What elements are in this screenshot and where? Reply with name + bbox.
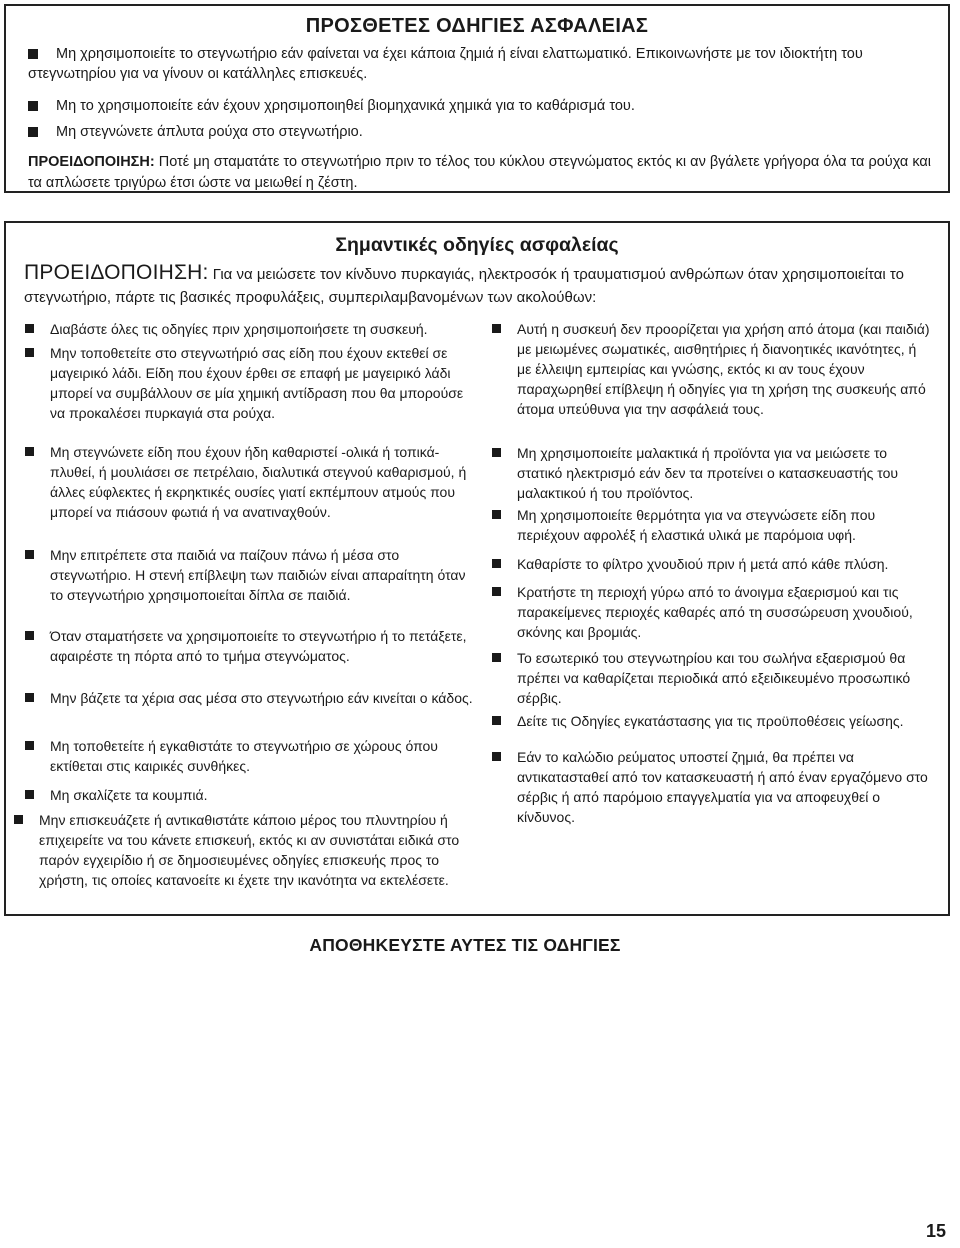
list-item-text: Μην επισκευάζετε ή αντικαθιστάτε κάποιο μέρος του πλυντηρίου ή επιχειρείτε να του κάνετε επισκευή, εκτός κι αν συνιστάται ειδικά στο παρόν εγχειρίδιο ή σε δημοσιευμένες οδηγίες επισκευής προς το χρήστη, τις οποίες κατανοείτε κι έχετε την ικανότητα να εκτελέσετε.: [39, 812, 460, 888]
list-item: [14, 810, 468, 890]
list-item-text: Δείτε τις Οδηγίες εγκατάστασης για τις προϋποθέσεις γείωσης.: [517, 713, 904, 729]
square-bullet-icon: [28, 127, 38, 137]
warning-text: Ποτέ μη σταματάτε το στεγνωτήριο πριν το τέλος του κύκλου στεγνώματος εκτός κι αν βγάλετε γρήγορα όλα τα ρούχα και τα απλώσετε τριγύρω έτσι ώστε να μειωθεί η ζέστη.: [28, 154, 932, 191]
square-bullet-icon: [492, 752, 501, 761]
list-item: [25, 688, 479, 708]
list-item-text: Όταν σταματήσετε να χρησιμοποιείτε το στεγνωτήριο ή το πετάξετε, αφαιρέστε τη πόρτα από το τμήμα στεγνώματος.: [50, 628, 467, 664]
square-bullet-icon: [14, 815, 23, 824]
list-item-text: Καθαρίστε το φίλτρο χνουδιού πριν ή μετά από κάθε πλύση.: [517, 556, 889, 572]
list-item: [492, 554, 932, 574]
square-bullet-icon: [492, 653, 501, 662]
square-bullet-icon: [25, 324, 34, 333]
list-item-text: Αυτή η συσκευή δεν προορίζεται για χρήση από άτομα (και παιδιά) με μειωμένες σωματικές, αισθητήριες ή διανοητικές ικανότητες, ή με έλλειψη εμπειρίας και γνώσης, εκτός κι αν τους έχουν παραχωρηθεί επίβλεψη ή οδηγίες για τη χρήση της συσκευής από άτομα υπεύθυνα για την ασφάλειά τους.: [517, 321, 930, 417]
list-item: [25, 785, 479, 805]
section2-title: Σημαντικές οδηγίες ασφαλείας: [335, 234, 619, 256]
list-item: [25, 626, 479, 666]
list-item: [492, 582, 932, 642]
list-item-text: Μη σκαλίζετε τα κουμπιά.: [50, 787, 208, 803]
list-item-text: Διαβάστε όλες τις οδηγίες πριν χρησιμοποιήσετε τη συσκευή.: [50, 321, 428, 337]
list-item: [28, 44, 934, 84]
list-item: [492, 711, 932, 731]
save-instructions-heading: ΑΠΟΘΗΚΕΥΣΤΕ ΑΥΤΕΣ ΤΙΣ ΟΔΗΓΙΕΣ: [309, 935, 621, 955]
list-item-text: Μη το χρησιμοποιείτε εάν έχουν χρησιμοποιηθεί βιομηχανικά χημικά για το καθάρισμά του.: [56, 98, 635, 114]
list-item: [25, 319, 479, 339]
additional-safety-box: [4, 4, 950, 193]
list-item-text: Το εσωτερικό του στεγνωτηρίου και του σωλήνα εξαερισμού θα πρέπει να καθαρίζεται περιοδικά από εξειδικευμένο προσωπικό σέρβις.: [517, 650, 911, 706]
warning-label: ΠΡΟΕΙΔΟΠΟΙΗΣΗ:: [24, 261, 209, 284]
list-item: [492, 505, 932, 545]
list-item: [25, 545, 479, 605]
list-item: [28, 96, 934, 116]
square-bullet-icon: [25, 790, 34, 799]
square-bullet-icon: [28, 49, 38, 59]
list-item-text: Μη στεγνώνετε άπλυτα ρούχα στο στεγνωτήριο.: [56, 124, 363, 140]
list-item: [28, 122, 934, 142]
square-bullet-icon: [25, 447, 34, 456]
list-item: [492, 319, 932, 419]
list-item-text: Μη τοποθετείτε ή εγκαθιστάτε το στεγνωτήριο σε χώρους όπου εκτίθεται στις καιρικές συνθήκες.: [50, 738, 438, 774]
list-item: [25, 442, 479, 522]
list-item-text: Μη χρησιμοποιείτε το στεγνωτήριο εάν φαίνεται να έχει κάποια ζημιά ή είναι ελαττωματικό. Επικοινωνήστε με τον ιδιοκτήτη του στεγνωτηρίου για να γίνουν οι κατάλληλες επισκευές.: [28, 46, 863, 82]
square-bullet-icon: [28, 101, 38, 111]
list-item: [492, 747, 932, 827]
square-bullet-icon: [492, 324, 501, 333]
list-item: [25, 736, 479, 776]
important-safety-box: [4, 221, 950, 916]
warning-paragraph: [24, 261, 934, 309]
square-bullet-icon: [25, 693, 34, 702]
warning-paragraph: [28, 152, 934, 194]
list-item-text: Μην τοποθετείτε στο στεγνωτήριό σας είδη που έχουν εκτεθεί σε μαγειρικό λάδι. Είδη που έχουν έρθει σε επαφή με μαγειρικό λάδι μπορεί να συμβάλλουν σε μία χημική αντίδραση που θα μπορούσε να προκαλέσει πυρκαγιά στα ρούχα.: [50, 345, 464, 421]
warning-label: ΠΡΟΕΙΔΟΠΟΙΗΣΗ:: [28, 154, 155, 170]
section1-title: ΠΡΟΣΘΕΤΕΣ ΟΔΗΓΙΕΣ ΑΣΦΑΛΕΙΑΣ: [305, 15, 649, 37]
list-item: [25, 343, 479, 423]
page-number: 15: [925, 1221, 946, 1241]
square-bullet-icon: [492, 587, 501, 596]
square-bullet-icon: [25, 741, 34, 750]
square-bullet-icon: [492, 448, 501, 457]
list-item-text: Μη χρησιμοποιείτε θερμότητα για να στεγνώσετε είδη που περιέχουν αφρολέξ ή ελαστικά υλικά με παρόμοια υφή.: [517, 507, 876, 543]
square-bullet-icon: [25, 348, 34, 357]
list-item: [492, 443, 932, 503]
warning-text: Για να μειώσετε τον κίνδυνο πυρκαγιάς, ηλεκτροσόκ ή τραυματισμού ανθρώπων όταν χρησιμοποιείται το στεγνωτήριο, πάρτε τις βασικές προφυλάξεις, συμπεριλαμβανομένων των ακολούθων:: [24, 266, 904, 306]
list-item-text: Μην επιτρέπετε στα παιδιά να παίζουν πάνω ή μέσα στο στεγνωτήριο. Η στενή επίβλεψη των παιδιών είναι απαραίτητη όταν το στεγνωτήριο χρησιμοποιείται δίπλα σε παιδιά.: [50, 547, 466, 603]
list-item-text: Κρατήστε τη περιοχή γύρω από το άνοιγμα εξαερισμού και τις παρακείμενες περιοχές καθαρές από τη συσσώρευση χνουδιού, σκόνης και βρομιάς.: [517, 584, 913, 640]
square-bullet-icon: [492, 559, 501, 568]
list-item: [492, 648, 932, 708]
square-bullet-icon: [492, 716, 501, 725]
square-bullet-icon: [25, 631, 34, 640]
list-item-text: Εάν το καλώδιο ρεύματος υποστεί ζημιά, θα πρέπει να αντικατασταθεί από τον κατασκευαστή ή από έναν εργαζόμενο στο σέρβις ή από παρόμοιο επαγγελματία για να αποφευχθεί ο κίνδυνος.: [517, 749, 928, 825]
list-item-text: Μη χρησιμοποιείτε μαλακτικά ή προϊόντα για να μειώσετε το στατικό ηλεκτρισμό εάν δεν τα προτείνει ο κατασκευαστής του μαλακτικού ή του προϊόντος.: [517, 445, 899, 501]
square-bullet-icon: [25, 550, 34, 559]
square-bullet-icon: [492, 510, 501, 519]
list-item-text: Μη στεγνώνετε είδη που έχουν ήδη καθαριστεί -ολικά ή τοπικά- πλυθεί, ή μουλιάσει σε πετρέλαιο, διαλυτικά στεγνού καθαρισμού, ή άλλες εύφλεκτες ή εκρηκτικές ουσίες γιατί εκπέμπουν ατμούς που μπορεί να πιάσουν φωτιά ή να ανατιναχθούν.: [50, 444, 467, 520]
list-item-text: Μην βάζετε τα χέρια σας μέσα στο στεγνωτήριο εάν κινείται ο κάδος.: [50, 690, 473, 706]
